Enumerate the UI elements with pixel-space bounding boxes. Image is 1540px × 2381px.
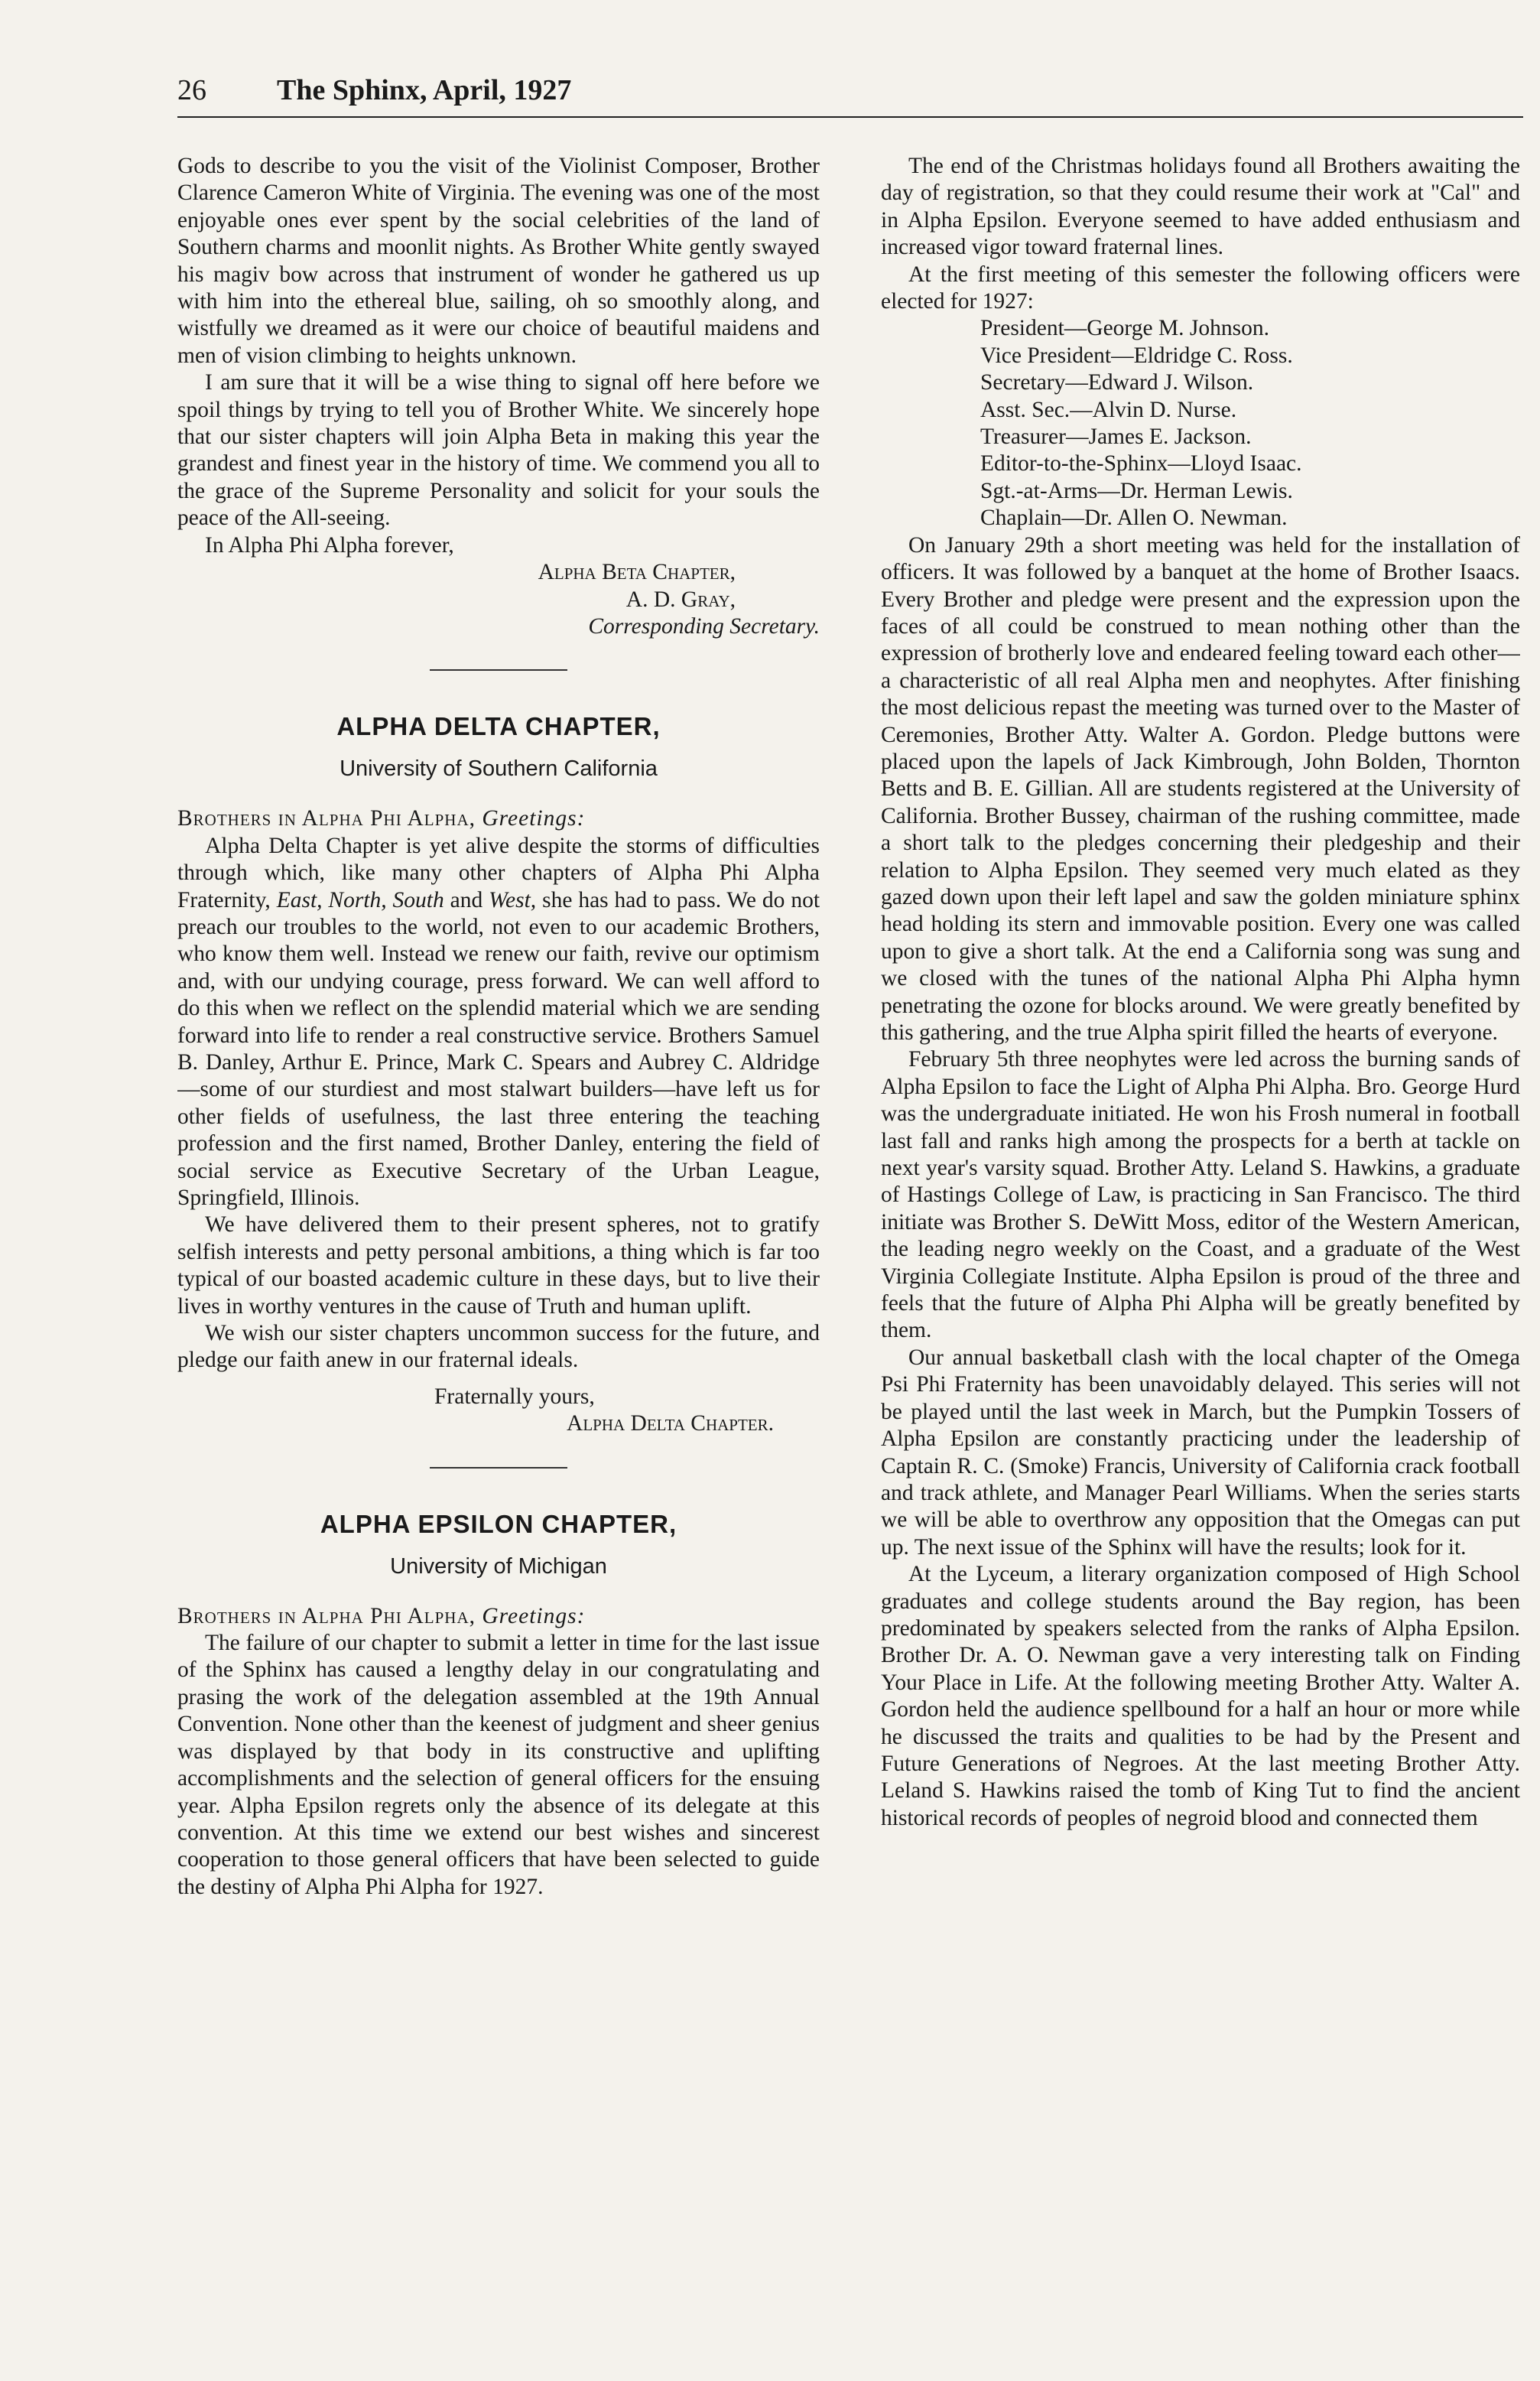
publication-title: The Sphinx, April, 1927 [277,74,572,106]
body-paragraph: I am sure that it will be a wise thing to signal off here before we spoil things by trying to tell you of Brother White. We sincerely hope that our sister chapters will join Alpha Beta in making this year the grandest and finest year in the history of time. We commend you all to the grace of the Supreme Personality and solicit for your souls the peace of the All-seeing. [177,370,820,531]
officer-entry: Secretary—Edward J. Wilson. [980,370,1254,395]
officer-entry: President—George M. Johnson. [980,316,1270,341]
body-paragraph: At the Lyceum, a literary organization composed of High School graduates and college students around the Bay region, has been predominated by speakers selected from the ranks of Alpha Epsilon. Brother Dr. A. O. Newman gave a very interesting talk on Finding Your Place in Life. At the following meeting Brother Atty. Walter A. Gordon held the audience spellbound for a half an hour or more while he discussed the traits and qualities to be had by the Present and Future Generations of Negroes. At the last meeting Brother Atty. Leland S. Hawkins raised the tomb of King Tut to find the ancient historical records of peoples of negroid blood and connected them [881,1562,1520,1830]
italic-run: West, [489,887,537,912]
text-run: she has had to pass. We do not preach our troubles to the world, not even to our academic Brothers, who know them well. Instead we renew our faith, revive our optimism and, with our undying courage, press forward. We can well afford to do this when we reflect on the splendid material which we are sending forward into life to render a real constructive service. Brothers Samuel B. Danley, Arthur E. Prince, Mark C. Spears and Aubrey C. Aldridge—some of our sturdiest and most stalwart builders—have left us for other fields of usefulness, the last three entering the teaching profession and the first named, Brother Danley, entering the field of social service as Executive Secretary of the Urban League, Springfield, Illinois. [177,887,820,1210]
signature-block [177,1384,820,1438]
body-paragraph: The failure of our chapter to submit a letter in time for the last issue of the Sphinx has caused a lengthy delay in our congratulating and prasing the work of the delegation assembled at the 19th Annual Convention. None other than the keenest of judgment and sheer genius was displayed by that body in its constructive and uplifting accomplishments and the selection of general officers for the ensuing year. Alpha Epsilon regrets only the absence of its delegate at this convention. At this time we extend our best wishes and sincerest cooperation to those general officers that have been selected to guide the destiny of Alpha Phi Alpha for 1927. [177,1631,820,1899]
closing-line: Fraternally yours, [434,1384,595,1409]
salutation-greeting: Greetings: [482,1603,586,1628]
officer-entry: Treasurer—James E. Jackson. [980,424,1252,450]
section-subheading-delta: University of Southern California [340,756,658,782]
page-number: 26 [177,74,206,106]
italic-run: East, North, South [276,887,444,912]
text-run: Alpha Delta Chapter is yet alive despite the storms of difficulties through which, like many other chapters of Alpha Phi Alpha Fraternity, [177,833,820,912]
officer-entry: Editor-to-the-Sphinx—Lloyd Isaac. [980,451,1302,477]
section-heading-delta: ALPHA DELTA CHAPTER, [336,712,661,741]
continued-paragraph: Gods to describe to you the visit of the Violinist Composer, Brother Clarence Cameron White of Virginia. The evening was one of the most enjoyable ones ever spent by the social celebrities of the land of Southern charms and moonlit nights. As Brother White gently swayed his magiv bow across that instrument of wonder he gathered us up with him into the ethereal blue, sailing, oh so smoothly along, and wistfully we dreamed as it were our choice of beautiful maidens and men of vision climbing to heights unknown. [177,154,820,368]
officer-entry: Vice President—Eldridge C. Ross. [980,343,1293,368]
signature-name: A. D. Gray, [625,587,736,612]
closing-line: In Alpha Phi Alpha forever, [205,532,454,558]
left-column [177,153,820,2356]
salutation [177,805,820,832]
right-column [881,153,1520,2356]
body-paragraph: Our annual basketball clash with the local chapter of the Omega Psi Phi Fraternity has been unavoidably delayed. This series will not be played until the last week in March, but the Pumpkin Tossers of Alpha Epsilon are constantly practicing under the leadership of Captain R. C. (Smoke) Francis, University of California crack football and track athlete, and Manager Pearl Williams. When the series starts we will be able to overthrow any opposition that the Omegas can put up. The next issue of the Sphinx will have the results; look for it. [881,1345,1520,1560]
salutation-text: Brothers in Alpha Phi Alpha, [177,1603,482,1628]
signature-title: Corresponding Secretary. [588,613,820,639]
salutation-greeting: Greetings: [482,806,586,831]
officer-entry: Chaplain—Dr. Allen O. Newman. [980,506,1288,531]
header-rule [177,116,1523,118]
section-divider [430,669,567,671]
officer-entry: Asst. Sec.—Alvin D. Nurse. [980,397,1237,422]
body-paragraph: At the first meeting of this semester the following officers were elected for 1927: [881,262,1520,314]
body-paragraph: We have delivered them to their present spheres, not to gratify selfish interests and petty personal ambitions, a thing which is far too typical of our boasted academic culture in these days, but to live their lives in worthy ventures in the cause of Truth and human uplift. [177,1212,820,1319]
section-subheading-epsilon: University of Michigan [390,1553,607,1579]
body-paragraph [177,833,820,1212]
salutation-text: Brothers in Alpha Phi Alpha, [177,806,482,831]
body-paragraph: We wish our sister chapters uncommon success for the future, and pledge our faith anew in our fraternal ideals. [177,1321,820,1373]
section-divider [430,1467,567,1469]
body-paragraph: The end of the Christmas holidays found all Brothers awaiting the day of registration, so that they could resume their work at "Cal" and in Alpha Epsilon. Everyone seemed to have added enthusiasm and increased vigor toward fraternal lines. [881,154,1520,260]
body-paragraph: February 5th three neophytes were led across the burning sands of Alpha Epsilon to face the Light of Alpha Phi Alpha. Bro. George Hurd was the undergraduate initiated. He won his Frosh numeral in football last fall and ranks high among the prospects for a berth at tackle on next year's varsity squad. Brother Atty. Leland S. Hawkins, a graduate of Hastings College of Law, is practicing in San Francisco. The third initiate was Brother S. DeWitt Moss, editor of the Western American, the leading negro weekly on the Coast, and a graduate of the West Virginia Collegiate Institute. Alpha Epsilon is proud of the three and feels that the future of Alpha Phi Alpha will be greatly benefited by them. [881,1047,1520,1343]
body-paragraph: On January 29th a short meeting was held for the installation of officers. It was followed by a banquet at the home of Brother Isaacs. Every Brother and pledge were present and the expression upon the faces of all could be construed to mean nothing other than the expression of brotherly love and endeared feeling toward each other—a characteristic of all real Alpha men and neophytes. After finishing the most delicious repast the meeting was turned over to the Master of Ceremonies, Brother Atty. Walter A. Gordon. Pledge buttons were placed upon the lapels of Jack Kimbrough, John Bolden, Thornton Betts and B. E. Gillian. All are students registered at the University of California. Brother Bussey, chairman of the rushing committee, made a short talk to the pledges concerning their pledgeship and their relation to Alpha Epsilon. They seemed very much elated as they gazed down upon their left lapel and saw the golden miniature sphinx head holding its stern and immovable position. Every one was called upon to give a short talk. At the end a California song was sung and we closed with the tunes of the national Alpha Phi Alpha hymn penetrating the ozone for blocks around. We were greatly benefited by this gathering, and the true Alpha spirit filled the hearts of everyone. [881,532,1520,1045]
signature-chapter: Alpha Beta Chapter, [538,560,736,585]
salutation [177,1603,820,1630]
text-run: and [443,887,489,912]
section-heading-epsilon: ALPHA EPSILON CHAPTER, [320,1509,677,1538]
officer-list [980,315,1520,532]
officer-entry: Sgt.-at-Arms—Dr. Herman Lewis. [980,478,1293,503]
running-header [177,73,1523,118]
signature-chapter: Alpha Delta Chapter. [567,1411,774,1436]
